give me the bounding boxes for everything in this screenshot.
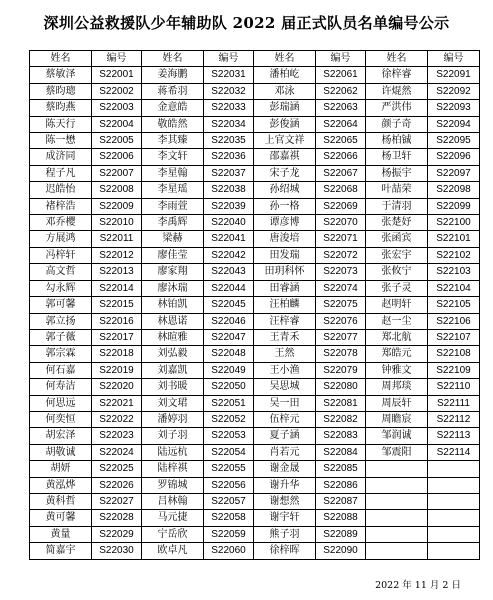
- table-row: [30, 428, 480, 444]
- member-name-cell: 杨卫轩: [366, 149, 428, 165]
- table-row: [30, 510, 480, 526]
- member-code-cell: S22105: [428, 297, 480, 313]
- table-row: [30, 543, 480, 559]
- member-code-cell: S22085: [316, 461, 366, 477]
- member-name-cell: [366, 510, 428, 526]
- member-name-cell: 何奕恒: [30, 411, 92, 427]
- member-name-cell: 李雨萱: [142, 198, 204, 214]
- member-name-cell: 高文哲: [30, 264, 92, 280]
- member-name-cell: 简嘉宇: [30, 543, 92, 559]
- member-code-cell: S22038: [204, 182, 254, 198]
- member-name-cell: 方展鸿: [30, 231, 92, 247]
- member-name-cell: 梁赫: [142, 231, 204, 247]
- member-name-cell: 陆远杭: [142, 444, 204, 460]
- table-row: [30, 461, 480, 477]
- member-name-cell: 张子灵: [366, 280, 428, 296]
- member-code-cell: S22016: [92, 313, 142, 329]
- column-header-name: 姓名: [30, 51, 92, 67]
- member-name-cell: 林暄雅: [142, 329, 204, 345]
- member-code-cell: S22014: [92, 280, 142, 296]
- member-code-cell: S22057: [204, 493, 254, 509]
- member-code-cell: S22067: [316, 165, 366, 181]
- member-code-cell: S22100: [428, 215, 480, 231]
- member-name-cell: 赵明轩: [366, 297, 428, 313]
- member-code-cell: S22001: [92, 67, 142, 83]
- member-name-cell: 王然: [254, 346, 316, 362]
- column-header-name: 姓名: [254, 51, 316, 67]
- member-code-cell: S22052: [204, 411, 254, 427]
- member-code-cell: S22084: [316, 444, 366, 460]
- table-row: [30, 280, 480, 296]
- table-row: [30, 379, 480, 395]
- roster-table: [29, 50, 480, 560]
- member-name-cell: 刘子羽: [142, 428, 204, 444]
- member-name-cell: 潘婷羽: [142, 411, 204, 427]
- member-code-cell: [428, 493, 480, 509]
- member-name-cell: 周瞻宸: [366, 411, 428, 427]
- table-row: [30, 247, 480, 263]
- member-code-cell: [428, 477, 480, 493]
- member-name-cell: 程子凡: [30, 165, 92, 181]
- member-name-cell: 郑皓元: [366, 346, 428, 362]
- member-name-cell: 叶喆荣: [366, 182, 428, 198]
- member-code-cell: S22003: [92, 100, 142, 116]
- member-name-cell: 许焜然: [366, 83, 428, 99]
- member-name-cell: 邓泳: [254, 83, 316, 99]
- member-name-cell: 李其臻: [142, 133, 204, 149]
- member-name-cell: 刘嘉凯: [142, 362, 204, 378]
- member-name-cell: 肖若元: [254, 444, 316, 460]
- member-code-cell: S22013: [92, 264, 142, 280]
- member-code-cell: S22088: [316, 510, 366, 526]
- member-code-cell: S22076: [316, 313, 366, 329]
- member-name-cell: 何寿洁: [30, 379, 92, 395]
- member-code-cell: S22035: [204, 133, 254, 149]
- member-code-cell: S22002: [92, 83, 142, 99]
- member-code-cell: S22058: [204, 510, 254, 526]
- member-code-cell: S22011: [92, 231, 142, 247]
- member-name-cell: 吴一田: [254, 395, 316, 411]
- member-code-cell: S22049: [204, 362, 254, 378]
- member-name-cell: 陈天行: [30, 116, 92, 132]
- member-code-cell: S22104: [428, 280, 480, 296]
- table-row: [30, 133, 480, 149]
- member-name-cell: 彭俊涵: [254, 116, 316, 132]
- member-code-cell: S22010: [92, 215, 142, 231]
- member-name-cell: 谢想然: [254, 493, 316, 509]
- member-name-cell: 唐浚培: [254, 231, 316, 247]
- member-name-cell: 黄科哲: [30, 493, 92, 509]
- member-code-cell: S22091: [428, 67, 480, 83]
- member-name-cell: 蔡敏泽: [30, 67, 92, 83]
- table-row: [30, 198, 480, 214]
- member-code-cell: S22033: [204, 100, 254, 116]
- member-name-cell: 勾永辉: [30, 280, 92, 296]
- member-name-cell: [366, 461, 428, 477]
- member-name-cell: 何思远: [30, 395, 92, 411]
- column-header-code: 编号: [428, 51, 480, 67]
- member-code-cell: S22080: [316, 379, 366, 395]
- member-code-cell: S22054: [204, 444, 254, 460]
- member-name-cell: 欧卓凡: [142, 543, 204, 559]
- member-name-cell: 郑北航: [366, 329, 428, 345]
- member-name-cell: 上官文祥: [254, 133, 316, 149]
- member-name-cell: 郭可馨: [30, 297, 92, 313]
- member-name-cell: 宋子龙: [254, 165, 316, 181]
- member-code-cell: S22109: [428, 362, 480, 378]
- member-name-cell: 何石嘉: [30, 362, 92, 378]
- member-name-cell: 王小渔: [254, 362, 316, 378]
- table-row: [30, 83, 480, 99]
- table-row: [30, 329, 480, 345]
- page-title: 深圳公益救援队少年辅助队 2022 届正式队员名单编号公示: [43, 14, 450, 32]
- member-name-cell: 林铂凯: [142, 297, 204, 313]
- member-code-cell: S22069: [316, 198, 366, 214]
- table-row: [30, 313, 480, 329]
- member-name-cell: 廖沐瑞: [142, 280, 204, 296]
- member-name-cell: 张楚妤: [366, 215, 428, 231]
- member-name-cell: 郭立扬: [30, 313, 92, 329]
- member-code-cell: S22023: [92, 428, 142, 444]
- member-code-cell: S22007: [92, 165, 142, 181]
- member-name-cell: 李禹辉: [142, 215, 204, 231]
- member-code-cell: S22078: [316, 346, 366, 362]
- member-code-cell: S22089: [316, 526, 366, 542]
- member-name-cell: 颜子奇: [366, 116, 428, 132]
- member-name-cell: 谭彦博: [254, 215, 316, 231]
- member-name-cell: [366, 543, 428, 559]
- member-name-cell: 姜海鹏: [142, 67, 204, 83]
- member-code-cell: S22097: [428, 165, 480, 181]
- member-name-cell: 田睿涵: [254, 280, 316, 296]
- member-code-cell: S22055: [204, 461, 254, 477]
- member-code-cell: S22070: [316, 215, 366, 231]
- member-name-cell: 蒋希羽: [142, 83, 204, 99]
- member-name-cell: 冯梓轩: [30, 247, 92, 263]
- member-code-cell: S22060: [204, 543, 254, 559]
- member-name-cell: 夏子涵: [254, 428, 316, 444]
- member-name-cell: 杨柏铖: [366, 133, 428, 149]
- member-name-cell: 黄泓烨: [30, 477, 92, 493]
- member-name-cell: 蔡昀燕: [30, 100, 92, 116]
- member-code-cell: S22077: [316, 329, 366, 345]
- member-name-cell: 孙绍城: [254, 182, 316, 198]
- table-row: [30, 477, 480, 493]
- table-row: [30, 444, 480, 460]
- member-name-cell: 胡宏泽: [30, 428, 92, 444]
- member-code-cell: S22112: [428, 411, 480, 427]
- member-code-cell: S22017: [92, 329, 142, 345]
- member-name-cell: 吴思城: [254, 379, 316, 395]
- member-code-cell: S22028: [92, 510, 142, 526]
- table-row: [30, 182, 480, 198]
- member-name-cell: 孙一格: [254, 198, 316, 214]
- member-code-cell: S22042: [204, 247, 254, 263]
- member-name-cell: 徐梓睿: [366, 67, 428, 83]
- member-code-cell: S22034: [204, 116, 254, 132]
- member-name-cell: 谢金晟: [254, 461, 316, 477]
- table-row: [30, 215, 480, 231]
- member-name-cell: 陈一懋: [30, 133, 92, 149]
- member-code-cell: S22031: [204, 67, 254, 83]
- member-code-cell: S22106: [428, 313, 480, 329]
- member-code-cell: S22063: [316, 100, 366, 116]
- member-name-cell: 王青禾: [254, 329, 316, 345]
- member-code-cell: S22020: [92, 379, 142, 395]
- member-name-cell: 汪柏麟: [254, 297, 316, 313]
- member-code-cell: S22018: [92, 346, 142, 362]
- member-name-cell: 周邦琰: [366, 379, 428, 395]
- member-code-cell: S22071: [316, 231, 366, 247]
- member-code-cell: S22006: [92, 149, 142, 165]
- member-code-cell: S22061: [316, 67, 366, 83]
- member-code-cell: S22009: [92, 198, 142, 214]
- member-name-cell: 谢升华: [254, 477, 316, 493]
- member-code-cell: S22044: [204, 280, 254, 296]
- member-code-cell: S22087: [316, 493, 366, 509]
- member-code-cell: S22004: [92, 116, 142, 132]
- column-header-code: 编号: [204, 51, 254, 67]
- member-code-cell: S22021: [92, 395, 142, 411]
- member-name-cell: 田发瑞: [254, 247, 316, 263]
- table-row: [30, 116, 480, 132]
- member-name-cell: 刘文珺: [142, 395, 204, 411]
- member-name-cell: 邵嘉祺: [254, 149, 316, 165]
- member-name-cell: 廖佳莹: [142, 247, 204, 263]
- member-code-cell: S22027: [92, 493, 142, 509]
- member-code-cell: S22090: [316, 543, 366, 559]
- member-code-cell: S22039: [204, 198, 254, 214]
- member-code-cell: S22072: [316, 247, 366, 263]
- member-code-cell: S22047: [204, 329, 254, 345]
- member-name-cell: 宁岳欣: [142, 526, 204, 542]
- member-code-cell: S22079: [316, 362, 366, 378]
- column-header-code: 编号: [316, 51, 366, 67]
- table-row: [30, 346, 480, 362]
- member-code-cell: S22029: [92, 526, 142, 542]
- member-code-cell: S22043: [204, 264, 254, 280]
- member-name-cell: 邹震阳: [366, 444, 428, 460]
- member-name-cell: 周辰轩: [366, 395, 428, 411]
- member-name-cell: 于清羽: [366, 198, 428, 214]
- member-name-cell: 张函宾: [366, 231, 428, 247]
- member-code-cell: S22113: [428, 428, 480, 444]
- member-code-cell: S22051: [204, 395, 254, 411]
- member-code-cell: S22046: [204, 313, 254, 329]
- member-code-cell: S22050: [204, 379, 254, 395]
- member-name-cell: 罗锦城: [142, 477, 204, 493]
- member-name-cell: 黄可馨: [30, 510, 92, 526]
- member-code-cell: S22092: [428, 83, 480, 99]
- member-code-cell: S22053: [204, 428, 254, 444]
- member-code-cell: S22114: [428, 444, 480, 460]
- table-header-row: [30, 51, 480, 67]
- member-name-cell: 潘柏屹: [254, 67, 316, 83]
- member-name-cell: 陆梓祺: [142, 461, 204, 477]
- table-row: [30, 100, 480, 116]
- member-name-cell: 敬皓然: [142, 116, 204, 132]
- member-code-cell: S22082: [316, 411, 366, 427]
- member-code-cell: S22098: [428, 182, 480, 198]
- member-code-cell: S22086: [316, 477, 366, 493]
- member-code-cell: S22024: [92, 444, 142, 460]
- member-code-cell: S22095: [428, 133, 480, 149]
- member-code-cell: S22025: [92, 461, 142, 477]
- table-row: [30, 362, 480, 378]
- member-code-cell: S22059: [204, 526, 254, 542]
- member-name-cell: 钟雅文: [366, 362, 428, 378]
- member-name-cell: 褚梓浩: [30, 198, 92, 214]
- member-name-cell: 张攸宁: [366, 264, 428, 280]
- member-name-cell: 迟皓怡: [30, 182, 92, 198]
- member-code-cell: S22066: [316, 149, 366, 165]
- member-code-cell: S22062: [316, 83, 366, 99]
- member-name-cell: 黄量: [30, 526, 92, 542]
- member-name-cell: 徐梓晖: [254, 543, 316, 559]
- member-name-cell: 刘书暖: [142, 379, 204, 395]
- member-code-cell: S22026: [92, 477, 142, 493]
- member-name-cell: 熊子羽: [254, 526, 316, 542]
- member-code-cell: S22040: [204, 215, 254, 231]
- table-row: [30, 395, 480, 411]
- member-code-cell: S22107: [428, 329, 480, 345]
- member-code-cell: S22081: [316, 395, 366, 411]
- member-name-cell: 谢宇轩: [254, 510, 316, 526]
- member-name-cell: 胡妍: [30, 461, 92, 477]
- member-code-cell: S22041: [204, 231, 254, 247]
- member-code-cell: [428, 543, 480, 559]
- member-code-cell: S22048: [204, 346, 254, 362]
- member-code-cell: S22094: [428, 116, 480, 132]
- table-row: [30, 231, 480, 247]
- member-name-cell: 成济同: [30, 149, 92, 165]
- table-row: [30, 526, 480, 542]
- member-name-cell: 赵一尘: [366, 313, 428, 329]
- member-code-cell: S22030: [92, 543, 142, 559]
- member-code-cell: [428, 510, 480, 526]
- member-code-cell: S22101: [428, 231, 480, 247]
- member-code-cell: S22073: [316, 264, 366, 280]
- member-name-cell: 杨振宇: [366, 165, 428, 181]
- member-name-cell: 郭宗霖: [30, 346, 92, 362]
- member-name-cell: [366, 526, 428, 542]
- member-code-cell: S22008: [92, 182, 142, 198]
- member-name-cell: 金意皓: [142, 100, 204, 116]
- member-code-cell: S22111: [428, 395, 480, 411]
- table-row: [30, 67, 480, 83]
- member-name-cell: 汪梓睿: [254, 313, 316, 329]
- member-name-cell: 伍梓元: [254, 411, 316, 427]
- member-code-cell: S22056: [204, 477, 254, 493]
- member-name-cell: 李星翰: [142, 165, 204, 181]
- member-name-cell: 李星瑶: [142, 182, 204, 198]
- column-header-code: 编号: [92, 51, 142, 67]
- member-code-cell: S22045: [204, 297, 254, 313]
- member-name-cell: [366, 493, 428, 509]
- member-name-cell: 彭瑞涵: [254, 100, 316, 116]
- member-code-cell: S22065: [316, 133, 366, 149]
- member-name-cell: 刘弘毅: [142, 346, 204, 362]
- member-name-cell: 蔡昀璁: [30, 83, 92, 99]
- member-name-cell: [366, 477, 428, 493]
- member-name-cell: 邹润诚: [366, 428, 428, 444]
- table-row: [30, 149, 480, 165]
- member-name-cell: 李文轩: [142, 149, 204, 165]
- table-row: [30, 493, 480, 509]
- member-code-cell: S22096: [428, 149, 480, 165]
- member-name-cell: 廖家翔: [142, 264, 204, 280]
- member-name-cell: 郭子薇: [30, 329, 92, 345]
- table-row: [30, 297, 480, 313]
- member-code-cell: [428, 526, 480, 542]
- member-code-cell: S22036: [204, 149, 254, 165]
- table-row: [30, 165, 480, 181]
- member-name-cell: 林恩诺: [142, 313, 204, 329]
- member-code-cell: S22083: [316, 428, 366, 444]
- member-code-cell: S22064: [316, 116, 366, 132]
- member-name-cell: 田玥科怀: [254, 264, 316, 280]
- member-code-cell: S22012: [92, 247, 142, 263]
- publish-date: 2022 年 11 月 2 日: [375, 580, 461, 591]
- member-code-cell: S22102: [428, 247, 480, 263]
- member-code-cell: S22037: [204, 165, 254, 181]
- table-row: [30, 411, 480, 427]
- member-code-cell: S22032: [204, 83, 254, 99]
- member-code-cell: S22110: [428, 379, 480, 395]
- member-code-cell: S22093: [428, 100, 480, 116]
- column-header-name: 姓名: [142, 51, 204, 67]
- table-row: [30, 264, 480, 280]
- member-code-cell: S22074: [316, 280, 366, 296]
- member-name-cell: 张宏宇: [366, 247, 428, 263]
- member-code-cell: S22103: [428, 264, 480, 280]
- member-code-cell: S22015: [92, 297, 142, 313]
- member-name-cell: 严洪伟: [366, 100, 428, 116]
- member-code-cell: [428, 461, 480, 477]
- member-code-cell: S22075: [316, 297, 366, 313]
- member-name-cell: 胡敬诚: [30, 444, 92, 460]
- member-code-cell: S22068: [316, 182, 366, 198]
- member-name-cell: 邓乔樱: [30, 215, 92, 231]
- member-code-cell: S22019: [92, 362, 142, 378]
- member-name-cell: 马元捷: [142, 510, 204, 526]
- member-code-cell: S22108: [428, 346, 480, 362]
- member-code-cell: S22022: [92, 411, 142, 427]
- member-code-cell: S22005: [92, 133, 142, 149]
- member-code-cell: S22099: [428, 198, 480, 214]
- member-name-cell: 吕林翰: [142, 493, 204, 509]
- column-header-name: 姓名: [366, 51, 428, 67]
